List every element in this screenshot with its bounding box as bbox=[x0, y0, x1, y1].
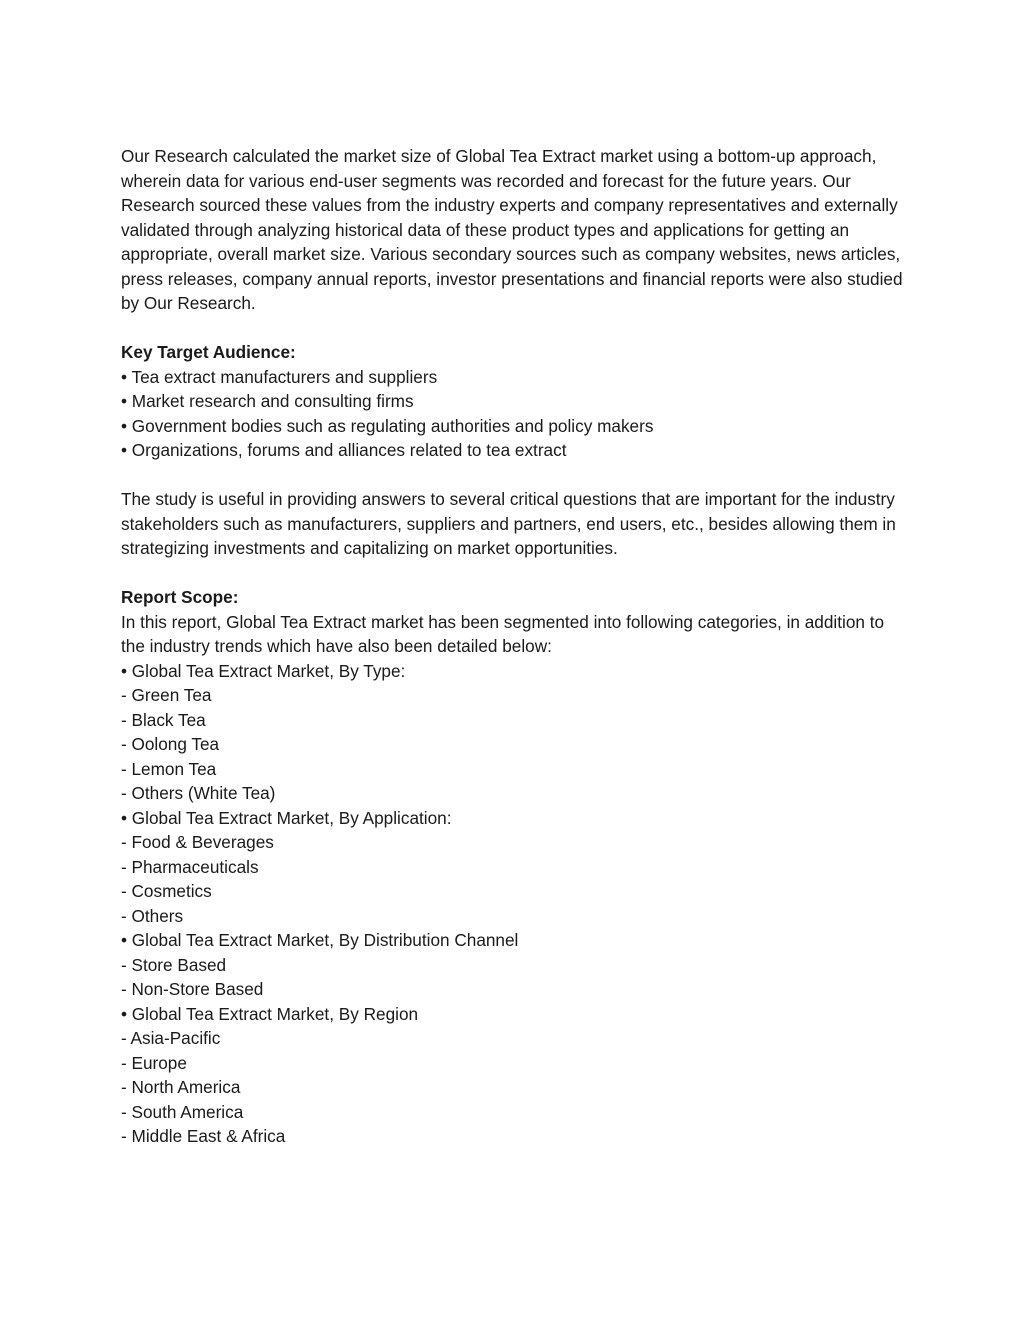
spacer bbox=[121, 463, 911, 488]
scope-line: - Green Tea bbox=[121, 685, 212, 705]
scope-line: - Asia-Pacific bbox=[121, 1028, 221, 1048]
scope-line: - Middle East & Africa bbox=[121, 1126, 286, 1146]
document-page bbox=[121, 144, 911, 1149]
scope-line: - Pharmaceuticals bbox=[121, 856, 259, 877]
audience-item: • Tea extract manufacturers and suppliers bbox=[121, 366, 438, 387]
intro-paragraph: Our Research calculated the market size of Global Tea Extract market using a bottom-up approach, wherein data for various end-user segments was recorded and forecast for the future years. Our Research sourced these values from the industry experts and company representatives and externally validated through analyzing historical data of these product types and applications for getting an appropriate, overall market size. Various secondary sources such as company websites, news articles, press releases, company annual reports, investor presentations and financial reports were also studied by Our Research. bbox=[121, 146, 903, 313]
audience-item: • Market research and consulting firms bbox=[121, 391, 414, 411]
scope-line: • Global Tea Extract Market, By Distribution Channel bbox=[121, 930, 519, 950]
scope-line: - Cosmetics bbox=[121, 881, 212, 901]
audience-item: • Government bodies such as regulating authorities and policy makers bbox=[121, 415, 654, 436]
scope-line: - Others bbox=[121, 905, 184, 926]
spacer bbox=[121, 316, 911, 341]
scope-line: - Black Tea bbox=[121, 709, 206, 730]
scope-line: - South America bbox=[121, 1101, 244, 1122]
scope-line: • Global Tea Extract Market, By Type: bbox=[121, 660, 406, 681]
scope-line: - Non-Store Based bbox=[121, 979, 264, 999]
scope-line: - Others (White Tea) bbox=[121, 783, 276, 803]
scope-line: - Lemon Tea bbox=[121, 758, 217, 779]
scope-line: - Oolong Tea bbox=[121, 734, 220, 754]
scope-heading: Report Scope: bbox=[121, 587, 239, 607]
scope-line: - Store Based bbox=[121, 954, 227, 975]
scope-intro: In this report, Global Tea Extract market has been segmented into following categories, in addition to the industry trends which have also been detailed below: bbox=[121, 611, 885, 656]
audience-heading: Key Target Audience: bbox=[121, 342, 296, 362]
scope-line: - North America bbox=[121, 1077, 241, 1097]
scope-line: - Food & Beverages bbox=[121, 832, 274, 852]
scope-line: - Europe bbox=[121, 1052, 187, 1073]
scope-line: • Global Tea Extract Market, By Application: bbox=[121, 807, 452, 828]
scope-line: • Global Tea Extract Market, By Region bbox=[121, 1003, 419, 1024]
spacer bbox=[121, 561, 911, 586]
audience-item: • Organizations, forums and alliances related to tea extract bbox=[121, 440, 567, 460]
study-paragraph: The study is useful in providing answers to several critical questions that are important for the industry stakeholders such as manufacturers, suppliers and partners, end users, etc., besides allowing them in strategizing investments and capitalizing on market opportunities. bbox=[121, 489, 896, 558]
